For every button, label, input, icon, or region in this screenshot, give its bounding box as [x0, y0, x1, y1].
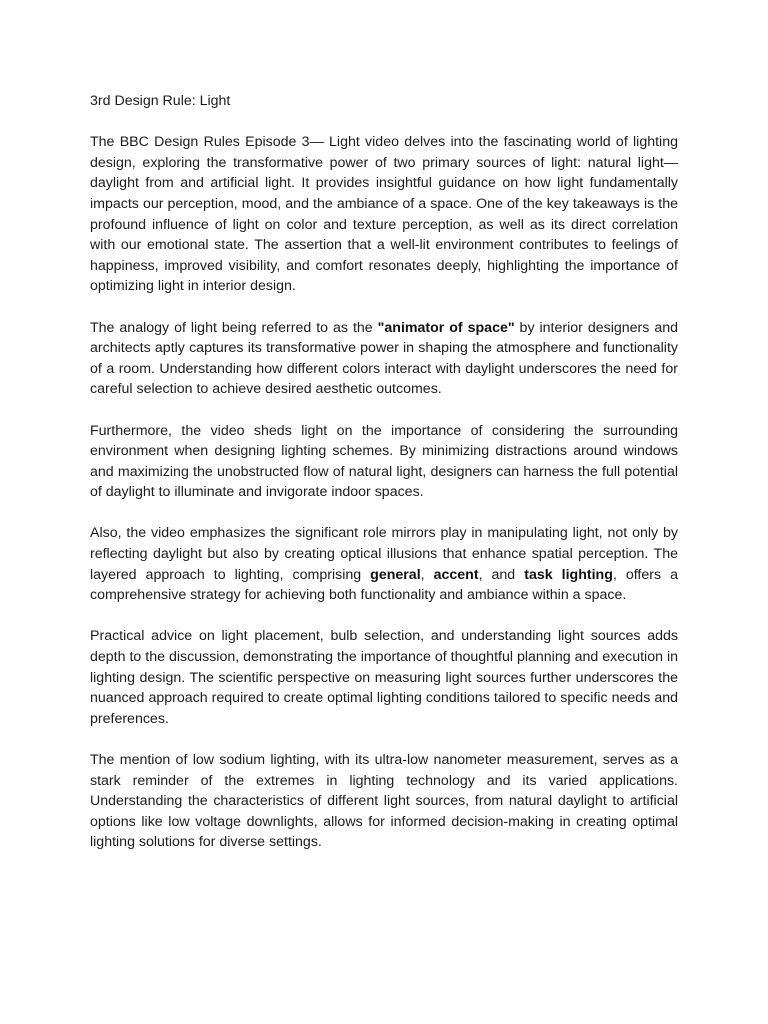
bold-term-task-lighting: task lighting	[524, 566, 613, 583]
paragraph-surrounding-environment: Furthermore, the video sheds light on the importance of considering the surrounding environment when designing lighting schemes. By minimizing distractions around windows and maximizing the unobstructed flow of natural light, designers can harness the full potential of daylight to illuminate and invigorate indoor spaces.	[90, 422, 678, 501]
paragraph-low-sodium-lighting: The mention of low sodium lighting, with its ultra-low nanometer measurement, serves as a stark reminder of the extremes in lighting technology and its varied applications. Understanding the characteristics of different light sources, from natural daylight to artificial options like low voltage downlights, allows for informed decision-making in creating optimal lighting solutions for diverse settings.	[90, 752, 678, 851]
document-page	[90, 91, 678, 874]
paragraph-intro: The BBC Design Rules Episode 3— Light video delves into the fascinating world of lighting design, exploring the transformative power of two primary sources of light: natural light— daylight from and artificial light. It provides insightful guidance on how light fundamentally impacts our perception, mood, and the ambiance of a space. One of the key takeaways is the profound influence of light on color and texture perception, as well as its direct correlation with our emotional state. The assertion that a well-lit environment contributes to feelings of happiness, improved visibility, and comfort resonates deeply, highlighting the importance of optimizing light in interior design.	[90, 134, 678, 295]
paragraph-text: Also, the video emphasizes the significant role mirrors play in manipulating light, not only by reflecting daylight but also by creating optical illusions that enhance spatial perception. The layered approach to lighting, comprising	[90, 525, 678, 583]
paragraph-practical-advice: Practical advice on light placement, bulb selection, and understanding light sources adds depth to the discussion, demonstrating the importance of thoughtful planning and execution in lighting design. The scientific perspective on measuring light sources further underscores the nuanced approach required to create optimal lighting conditions tailored to specific needs and preferences.	[90, 628, 678, 727]
bold-phrase-animator-of-space: "animator of space"	[377, 319, 515, 336]
separator-text: ,	[420, 566, 434, 583]
paragraph-mirrors-layered-lighting	[90, 523, 678, 605]
paragraph-text: , offers a comprehensive strategy for achieving both functionality and ambiance within a space.	[90, 566, 678, 604]
bold-term-general: general	[370, 566, 421, 583]
paragraph-animator-of-space	[90, 318, 678, 400]
paragraph-text: by interior designers and architects aptly captures its transformative power in shaping the atmosphere and functionality of a room. Understanding how different colors interact with daylight underscores the need for careful selection to achieve desired aesthetic outcomes.	[90, 319, 679, 398]
document-title: 3rd Design Rule: Light	[90, 93, 231, 109]
paragraph-text: The analogy of light being referred to as the	[90, 319, 378, 336]
separator-text: , and	[478, 566, 525, 583]
bold-term-accent: accent	[433, 566, 479, 583]
